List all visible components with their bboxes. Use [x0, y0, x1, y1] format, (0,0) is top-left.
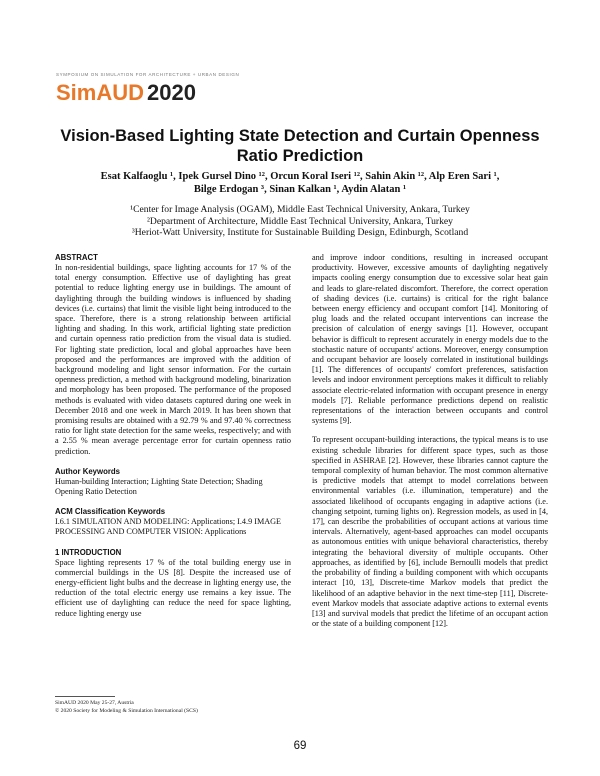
- conference-banner: SYMPOSIUM ON SIMULATION FOR ARCHITECTURE + URBAN DESIGN: [56, 72, 240, 77]
- logo-sim-text: SimAUD: [56, 80, 145, 105]
- affiliation-3: ³Heriot-Watt University, Institute for Sustainable Building Design, Edinburgh, Scotland: [131, 227, 469, 238]
- introduction-heading: 1 INTRODUCTION: [55, 547, 122, 557]
- simaud-logo: [56, 80, 196, 106]
- right-column: [312, 253, 548, 629]
- intro-paragraph-1: and improve indoor conditions, resulting in increased occupant productivity. However, excessive amounts of daylighting negatively impacts cooling energy consumption due to excessive solar heat gain and leads to glare-related discomfort. Therefore, the correct operation of shading devices (i.e. curtains) is critical for the right balance between energy efficiency and occupant comfort [14]. Monitoring of plug loads and the related occupant interventions can increase the precision of calculation of energy savings [1]. However, occupant behavior is difficult to represent accurately in energy models due to the stochastic nature of occupants' actions. Moreover, energy consumption and occupant behavior are loosely correlated in institutional buildings [1]. The differences of occupants' comfort preferences, satisfaction levels and indoor environment perceptions makes it difficult to reliably associate electric-related information with occupant presence in energy models [7]. Reliable performance predictions depend on realistic representations of the interaction between occupants and control systems [9].: [312, 253, 548, 426]
- copyright-footnote: [55, 699, 291, 715]
- authors-line-1: Esat Kalfaoglu ¹, Ipek Gursel Dino ¹², Orcun Koral Iseri ¹², Sahin Akin ¹², Alp Eren Sari ¹,: [100, 171, 500, 182]
- authors-line-2: Bilge Erdogan ³, Sinan Kalkan ¹, Aydin Alatan ¹: [193, 184, 407, 195]
- affiliation-list: [50, 204, 550, 239]
- intro-paragraph-2: To represent occupant-building interactions, the typical means is to use existing schedule libraries for different space types, such as those specified in ASHRAE [2]. However, these libraries cannot capture the temporal complexity of human behavior. The most common alternative is predictive models that attempt to model correlations between environmental variables (i.e. illumination, temperature) and the associated likelihood of occupants engaging in adaptive actions (i.e. changing setpoint, turning lights on). Regression models, as used in [4, 17], can describe the probabilities of occupant actions at various time intervals. Alternatively, agent-based approaches can model occupants as autonomous entities with unique behavioral characteristics, thereby integrating the behavioral diversity of multiple occupants. Other approaches, as identified by [6], include Bernoulli models that predict the probability of finding a building component with which occupants interact [10, 13], Discrete-time Markov models that predict the likelihood of an adaptive behavior in the next time-step [11], Discrete-event Markov models that associate adaptive actions to external events [13] and survival models that predict the lifetime of an occupant action or the state of a building component [12].: [312, 435, 548, 629]
- acm-text: I.6.1 SIMULATION AND MODELING: Applications; I.4.9 IMAGE PROCESSING AND COMPUTER VISION: Applications: [55, 517, 282, 537]
- footnote-conference: SimAUD 2020 May 25-27, Austria: [55, 700, 134, 706]
- affiliation-2: ²Department of Architecture, Middle East Technical University, Ankara, Turkey: [147, 215, 453, 227]
- acm-heading: ACM Classification Keywords: [55, 507, 166, 517]
- affiliation-1: ¹Center for Image Analysis (OGAM), Middle East Technical University, Ankara, Turkey: [130, 204, 470, 215]
- author-list: [50, 170, 550, 196]
- left-column: [55, 253, 291, 619]
- abstract-text: In non-residential buildings, space lighting accounts for 17 % of the total energy consumption. Effective use of daylighting has great potential to reduce lighting energy use in buildings. The amount of daylighting through the building windows is influenced by shading devices (i.e. curtains) that limit the visible light being introduced to the space. Therefore, there is a strong relationship between artificial lighting and shading. In this work, artificial lighting state prediction and curtain openness ratio prediction from the visual data is studied. For lighting state prediction, local and global approaches have been proposed and the performances are improved with the addition of background modeling and light sensor information. For the curtain openness prediction, a method with background modeling, binarization and morphology has been proposed. The performance of the proposed methods is evaluated with video datasets captured during one week in December 2018 and one week in March 2019. It has been shown that promising results are obtained with a 92.79 % and 97.40 % correctness ratio for light state detection for the same weeks, respectively; and with a 2.55 % mean average percentage error for curtain openness ratio prediction.: [55, 263, 291, 456]
- keywords-text: Human-building Interaction; Lighting State Detection; Shading Opening Ratio Detection: [55, 476, 263, 497]
- logo-year-text: 2020: [147, 80, 196, 105]
- footnote-copyright: © 2020 Society for Modeling & Simulation International (SCS): [55, 708, 198, 714]
- abstract-heading: ABSTRACT: [55, 253, 98, 262]
- page-number: 69: [293, 740, 307, 752]
- paper-title: Vision-Based Lighting State Detection and Curtain Openness Ratio Prediction: [60, 127, 540, 165]
- keywords-heading: Author Keywords: [55, 466, 120, 476]
- footnote-rule: [55, 696, 115, 697]
- introduction-text: Space lighting represents 17 % of the total building energy use in commercial buildings in the US [8]. Despite the increased use of energy-efficient light bulbs and the decrease in lighting energy use, the reduction of the total electric energy use remains a key issue. The efficient use of daylighting can reduce the need for space lighting, reduce lighting energy use: [55, 557, 291, 618]
